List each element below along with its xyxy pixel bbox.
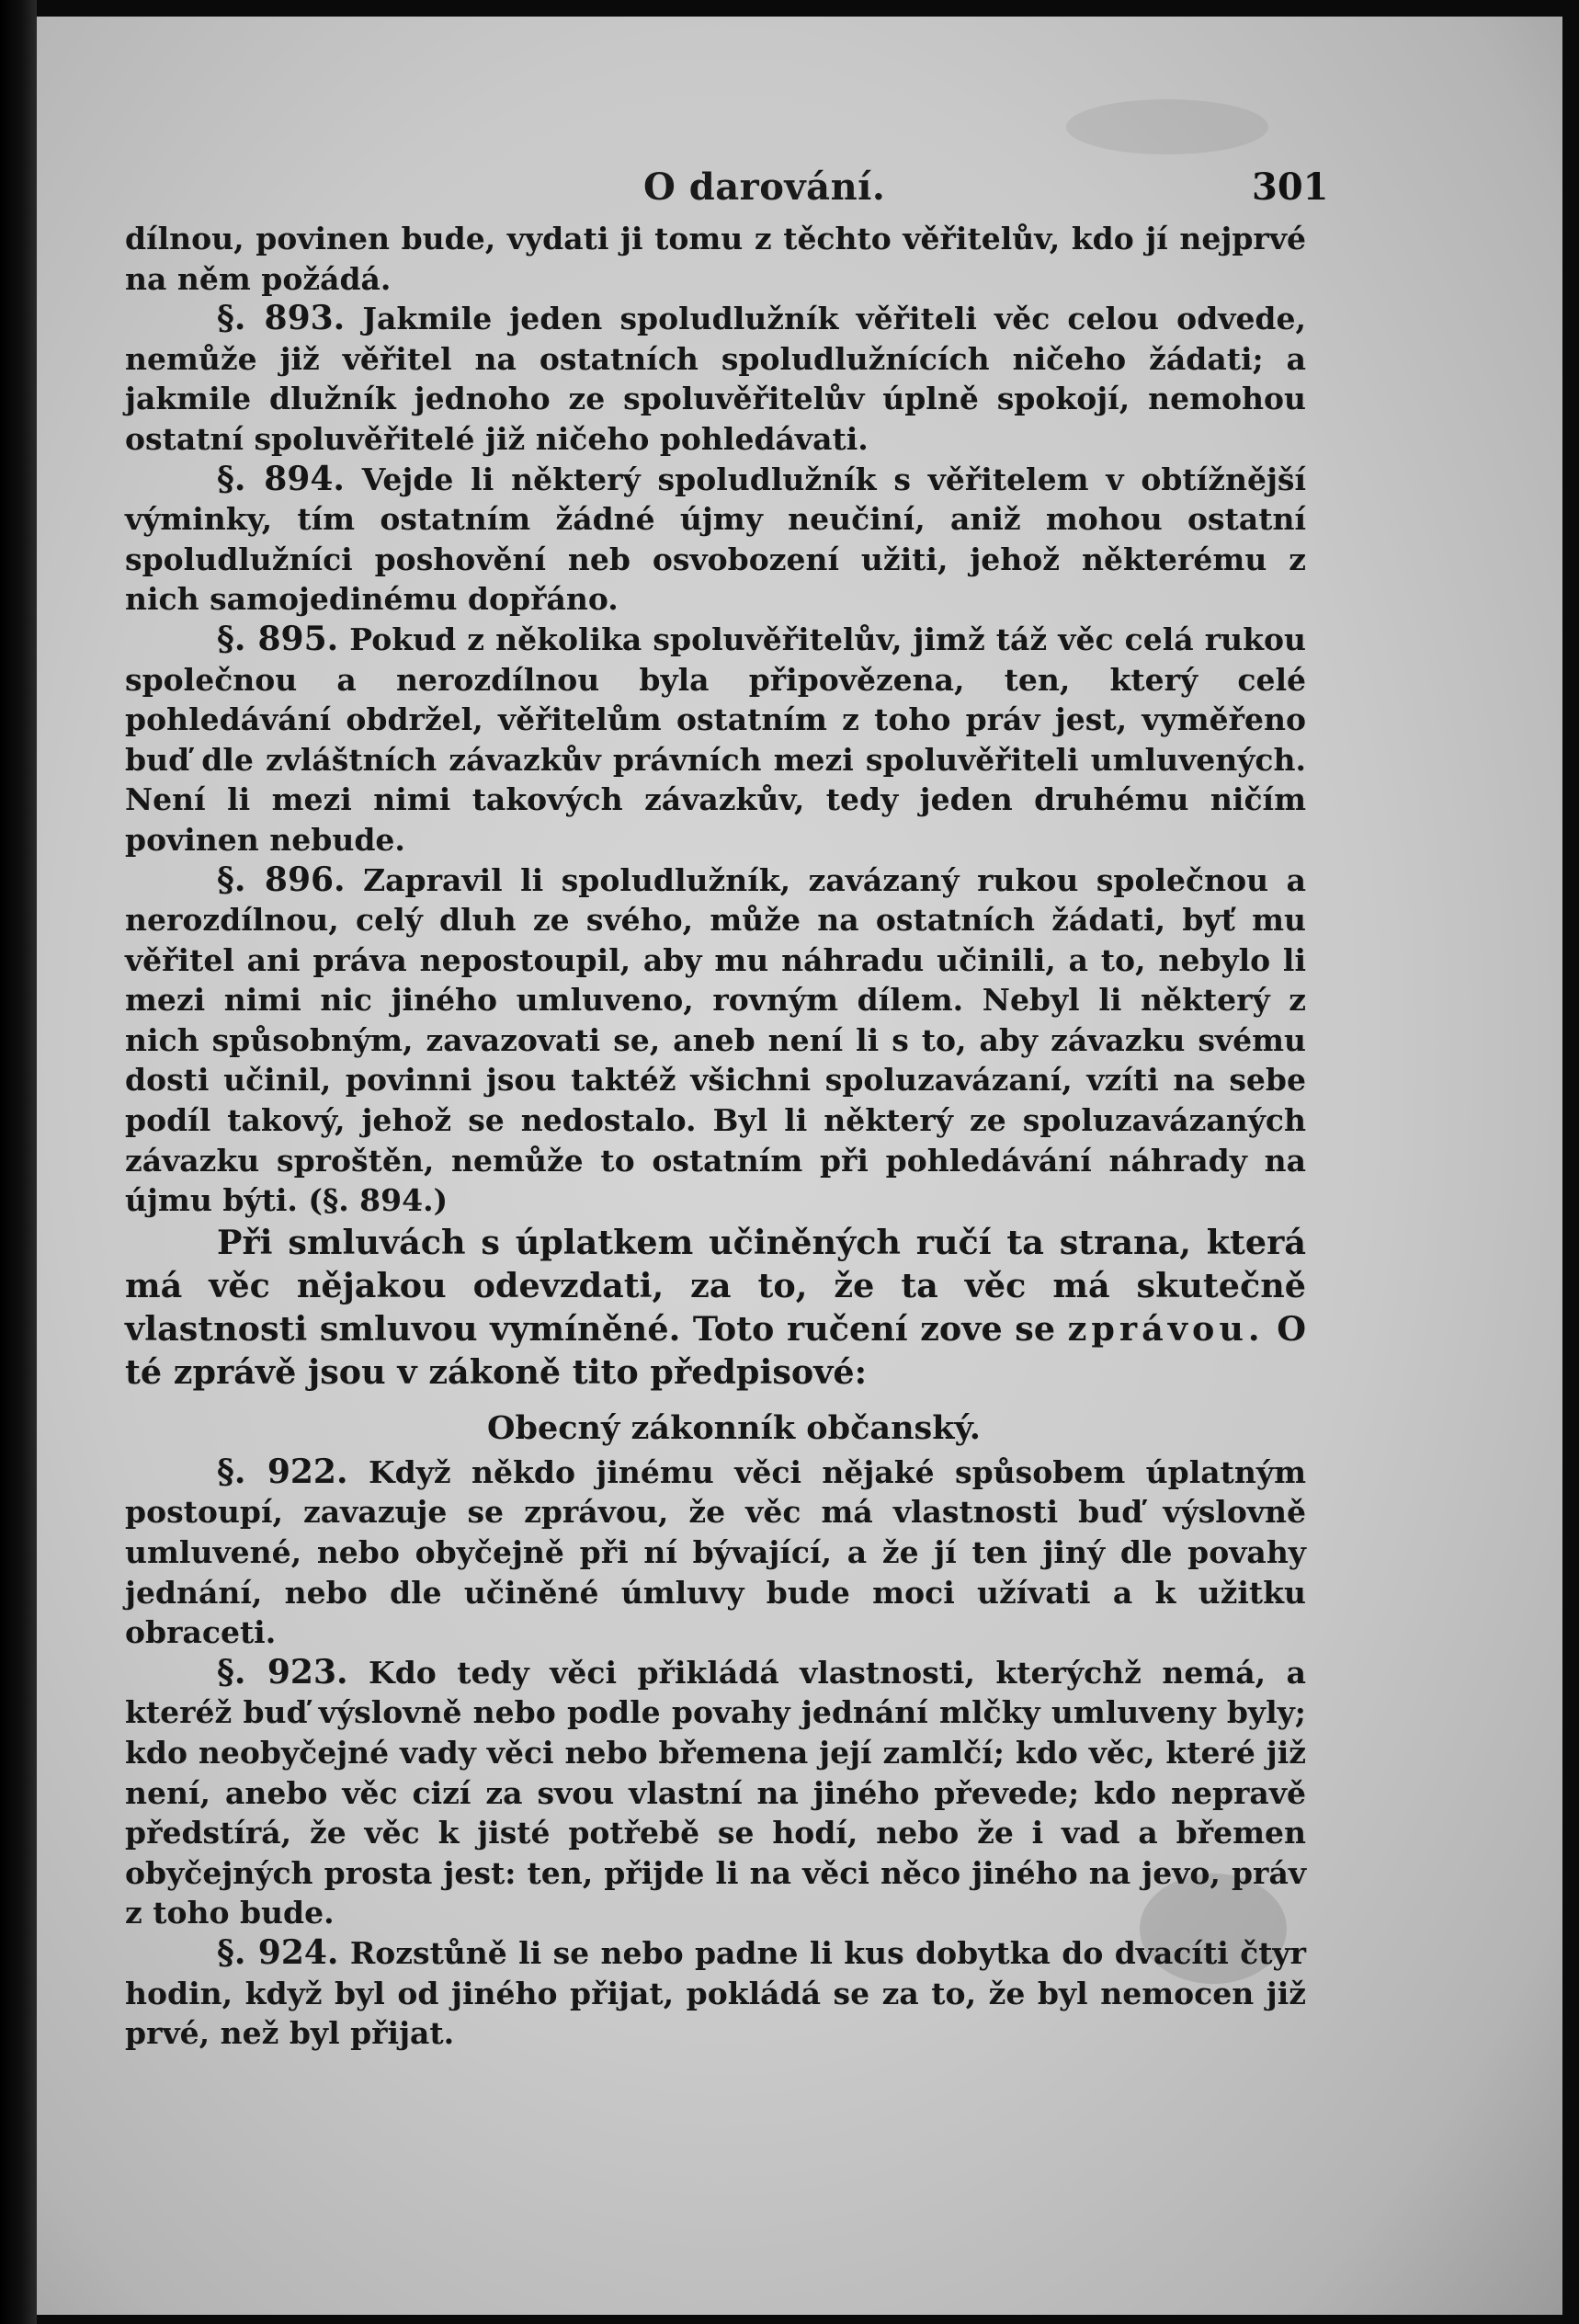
intro-text-end: O té zprávě jsou v zákoně tito předpisové: bbox=[125, 1308, 1306, 1392]
paragraph-text: Pokud z několika spoluvěřitelův, jimž táž věc celá rukou společnou a nerozdílnou byla připovězena, ten, který celé pohledávání obdržel, věřitelům ostatním z toho práv jest, vyměřeno buď dle zvláštních závazkův právních mezi spoluvěřiteli umluvených. Není li mezi nimi takových závazkův, tedy jeden druhému ničím povinen nebude. bbox=[125, 621, 1307, 858]
paragraph-text: dílnou, povinen bude, vydati ji tomu z těchto věřitelův, kdo jí nejprvé na něm požádá. bbox=[125, 221, 1306, 297]
scan-left-border bbox=[0, 0, 37, 2324]
paragraph-section-923 bbox=[125, 1653, 1306, 1933]
paragraph-section-894 bbox=[125, 460, 1306, 620]
paragraph-intro-warranty bbox=[125, 1221, 1306, 1394]
page-number: 301 bbox=[1252, 165, 1329, 209]
page-body bbox=[125, 219, 1306, 2054]
section-number: §. 924. bbox=[217, 1932, 339, 1972]
paragraph-section-893 bbox=[125, 299, 1306, 459]
section-number: §. 893. bbox=[217, 299, 346, 338]
paragraph-section-922 bbox=[125, 1452, 1306, 1653]
paragraph-section-924 bbox=[125, 1933, 1306, 2054]
section-number: §. 922. bbox=[217, 1452, 348, 1491]
section-number: §. 894. bbox=[217, 459, 345, 498]
subheading-civil-code: Obecný zákonník občanský. bbox=[487, 1408, 981, 1447]
paragraph-continuation bbox=[125, 219, 1306, 299]
section-number: §. 895. bbox=[217, 619, 339, 658]
paragraph-text: Jakmile jeden spoludlužník věřiteli věc celou odvede, nemůže již věřitel na ostatních spoludlužnících ničeho žádati; a jakmile dlužník jednoho ze spoluvěřitelův úplně spokojí, nemohou ostatní spoluvěřitelé již ničeho pohledávati. bbox=[125, 301, 1306, 457]
spaced-term: zprávou. bbox=[1067, 1308, 1265, 1349]
paragraph-text: Vejde li některý spoludlužník s věřitelem v obtížnější výminky, tím ostatním žádné újmy neučiní, aniž mohou ostatní spoludlužníci poshovění neb osvobození užiti, jehož některému z nich samojedinému dopřáno. bbox=[125, 461, 1306, 618]
running-title: O darování. bbox=[643, 165, 886, 209]
section-number: §. 896. bbox=[217, 860, 346, 899]
section-number: §. 923. bbox=[217, 1652, 348, 1692]
paper-stain bbox=[1066, 99, 1268, 154]
intro-text: Při smluvách s úplatkem učiněných ručí ta strana, která má věc nějakou odevzdati, za to, že ta věc má skutečně vlastnosti smluvou vymíněné. Toto ručení zove se bbox=[125, 1222, 1306, 1349]
paragraph-section-895 bbox=[125, 620, 1306, 860]
paragraph-text: Kdo tedy věci přikládá vlastnosti, kterýchž nemá, a kteréž buď výslovně nebo podle povahy jednání mlčky umluveny byly; kdo neobyčejné vady věci nebo břemena její zamlčí; kdo věc, které již není, anebo věc cizí za svou vlastní na jiného převede; kdo nepravě předstírá, že věc k jisté potřebě se hodí, nebo že i vad a břemen obyčejných prosta jest: ten, přijde li na věci něco jiného na jevo, práv z toho bude. bbox=[125, 1654, 1306, 1931]
paragraph-section-896 bbox=[125, 860, 1306, 1221]
paragraph-text: Když někdo jinému věci nějaké spůsobem úplatným postoupí, zavazuje se zprávou, že věc má vlastnosti buď výslovně umluvené, nebo obyčejně při ní bývající, a že jí ten jiný dle povahy jednání, nebo dle učiněné úmluvy bude moci užívati a k užitku obraceti. bbox=[125, 1453, 1306, 1651]
page-header bbox=[37, 147, 1562, 209]
paragraph-text: Zapravil li spoludlužník, zavázaný rukou společnou a nerozdílnou, celý dluh ze svého, může na ostatních žádati, byť mu věřitel ani práva nepostoupil, aby mu náhradu učinili, a to, nebylo li mezi nimi nic jiného umluveno, rovným dílem. Nebyl li některý z nich spůsobným, zavazovati se, aneb není li s to, aby závazku svému dosti učinil, povinni jsou taktéž všichni spoluzavázaní, vzíti na sebe podíl takový, jehož se nedostalo. Byl li některý ze spoluzavázaných závazku sproštěn, nemůže to ostatním při pohledávání náhrady na újmu býti. (§. 894.) bbox=[125, 861, 1307, 1219]
paragraph-text: Rozstůně li se nebo padne li kus dobytka do dvacíti čtyr hodin, když byl od jiného přijat, pokládá se za to, že byl nemocen již prvé, než byl přijat. bbox=[125, 1934, 1306, 2052]
